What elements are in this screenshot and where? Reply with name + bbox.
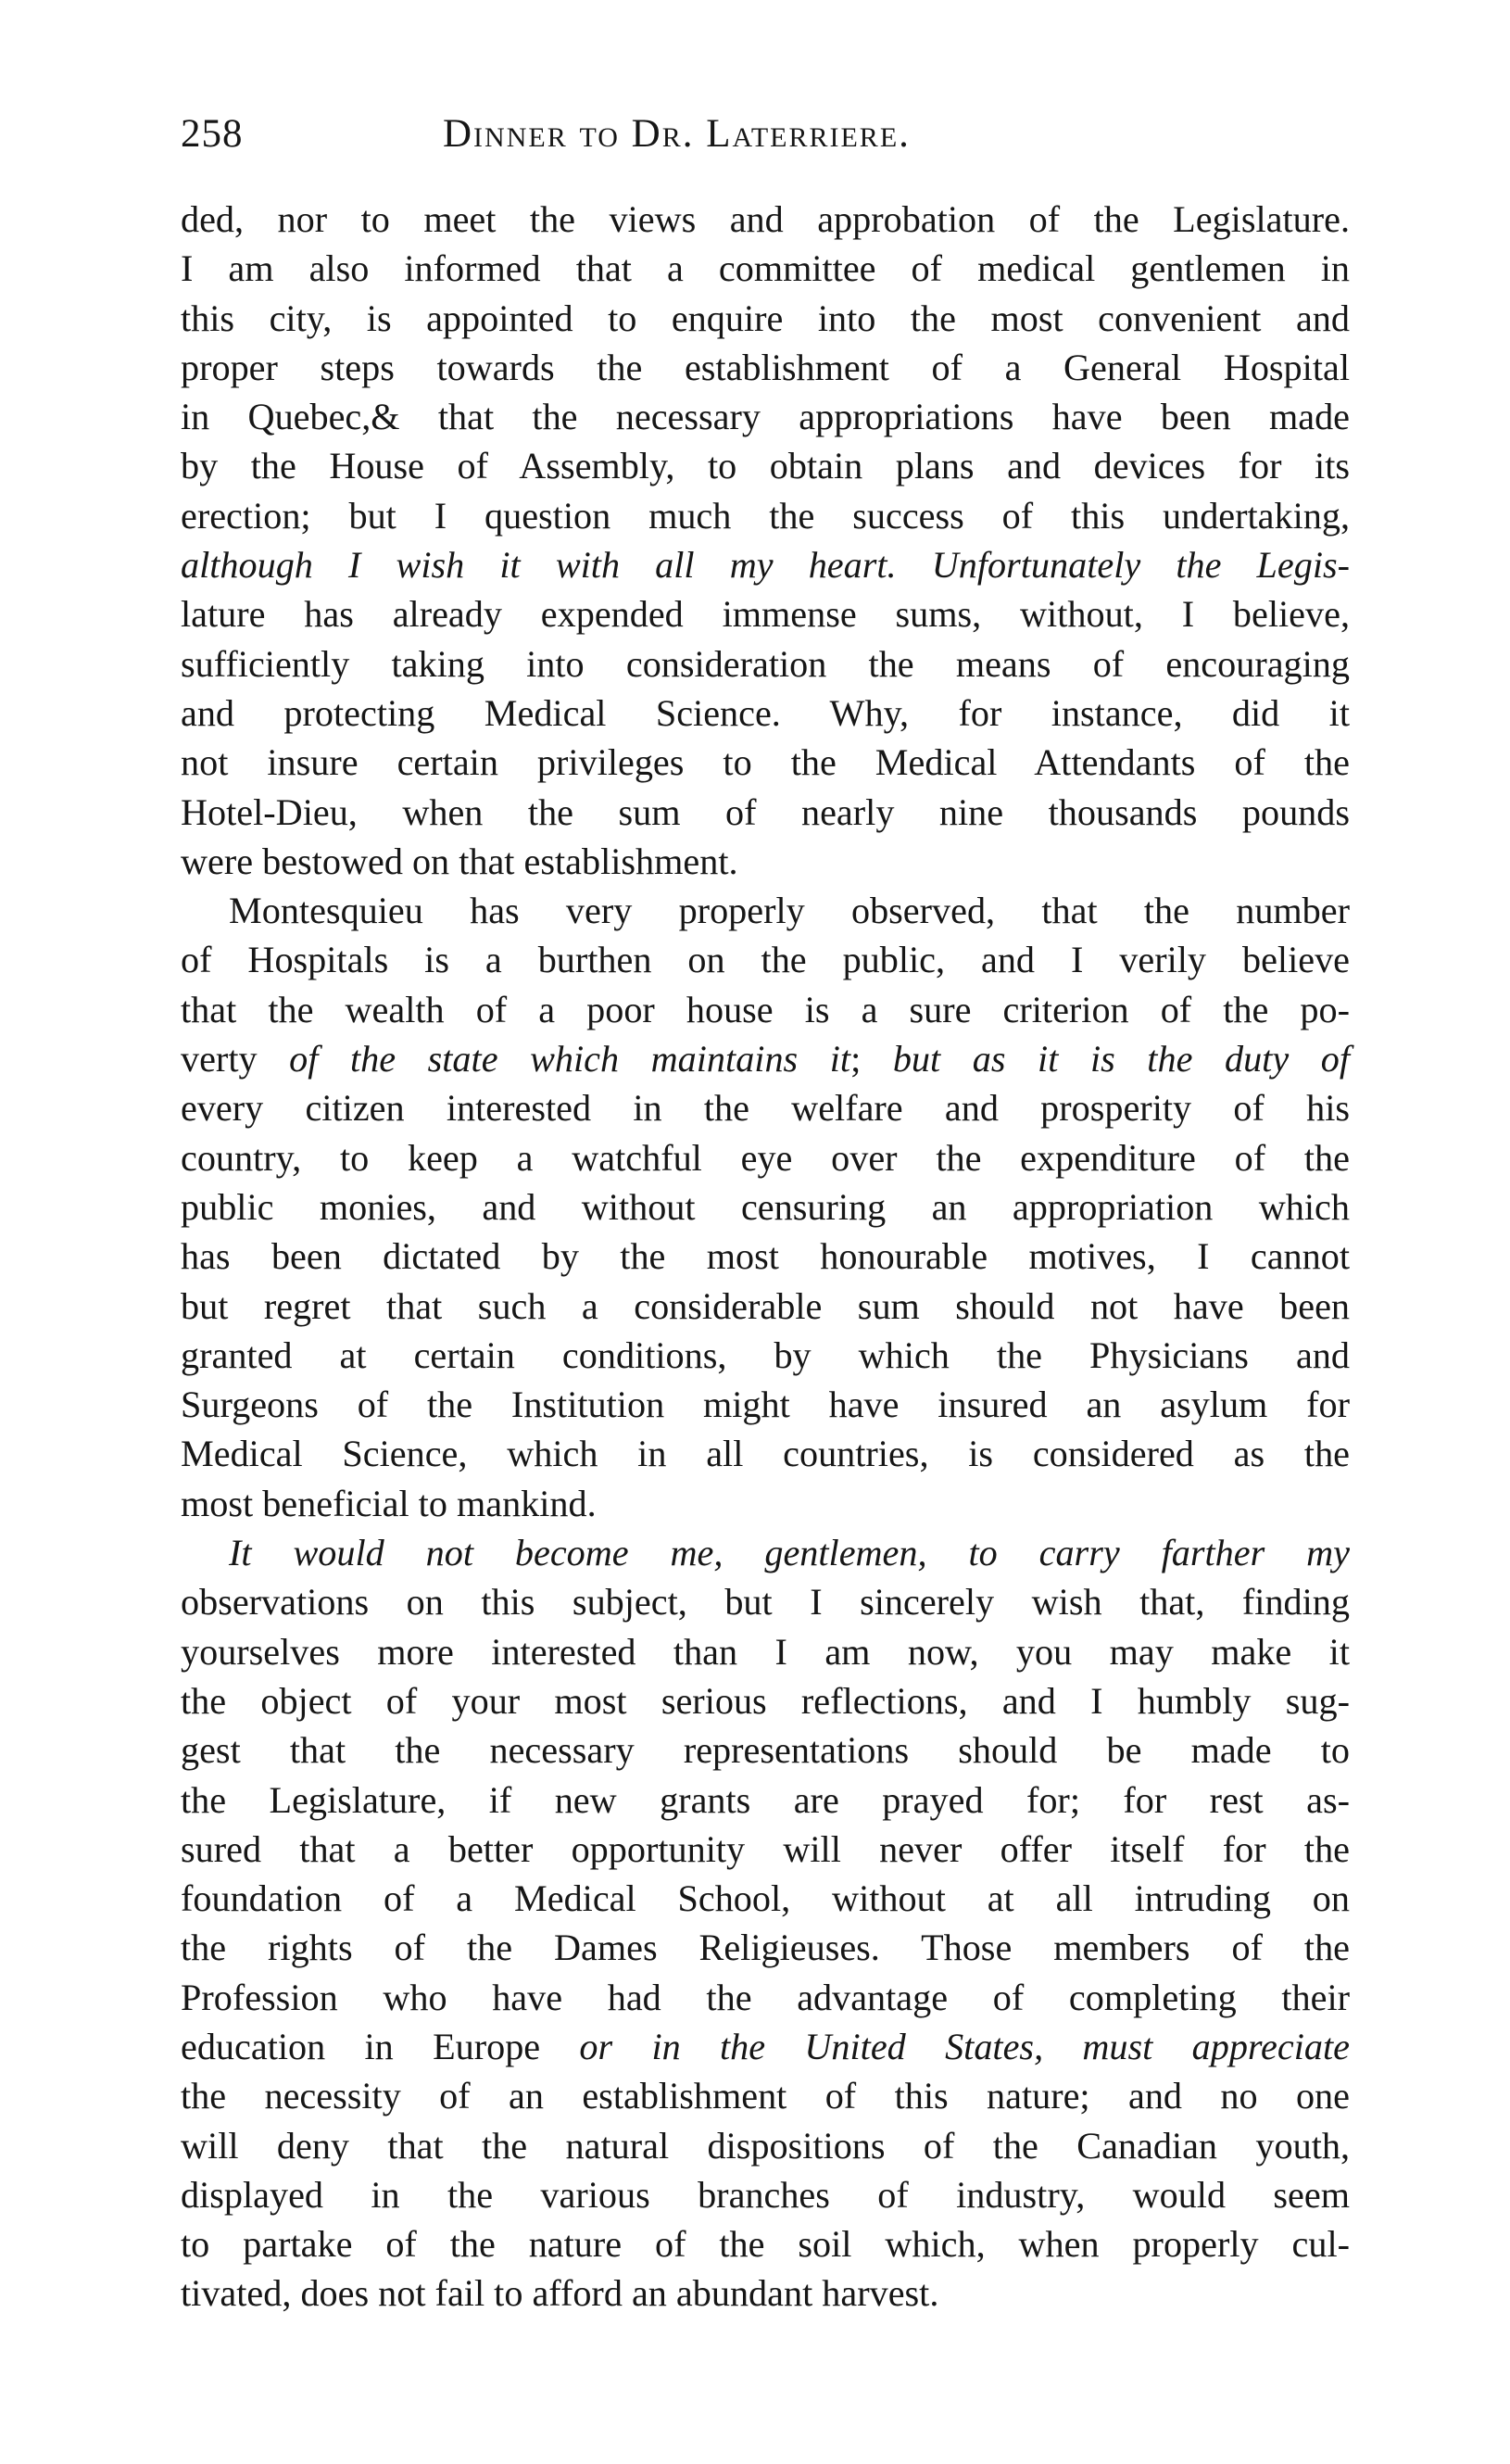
text-run: the necessity of an establishment of this nature; and no one [181,2075,1350,2117]
text-line [181,1182,1350,1232]
italic-text: or in the United States, must appreciate [579,2025,1350,2067]
paragraph [181,195,1350,886]
text-line [181,1627,1350,1676]
text-line [181,1133,1350,1182]
text-run: the object of your most serious reflections, and I humbly sug- [181,1679,1350,1722]
text-line [181,392,1350,441]
text-line [181,1034,1350,1083]
text-line [181,985,1350,1034]
text-run: country, to keep a watchful eye over the expenditure of the [181,1136,1350,1179]
text-run: the Legislature, if new grants are prayed for; for rest as- [181,1778,1350,1821]
text-line [181,886,1350,935]
text-run: most beneficial to mankind. [181,1482,597,1524]
text-run: that the wealth of a poor house is a sure criterion of the po- [181,988,1350,1030]
italic-text: but as it is the duty of [892,1038,1350,1080]
text-line [181,589,1350,638]
text-line [181,1725,1350,1775]
text-line [181,1282,1350,1331]
text-run: lature has already expended immense sums, without, I believe, [181,593,1350,636]
text-run: by the House of Assembly, to obtain plans and devices for its [181,445,1350,487]
text-run: foundation of a Medical School, without at all intruding on [181,1877,1350,1920]
text-line [181,2121,1350,2170]
text-line [181,1331,1350,1380]
running-title: Dinner to Dr. Laterriere. [443,112,911,156]
text-line [181,1825,1350,1874]
text-line [181,639,1350,689]
text-line [181,244,1350,293]
paragraph [181,1528,1350,2319]
text-run: will deny that the natural dispositions of the Canadian youth, [181,2124,1350,2167]
text-run: ded, nor to meet the views and approbation of the Legislature. [181,198,1350,240]
text-run: education in Europe [181,2025,580,2067]
text-line [181,837,1350,886]
text-line [181,2022,1350,2071]
text-line [181,2268,1350,2318]
text-line [181,738,1350,787]
text-run: verty [181,1038,290,1080]
text-run: proper steps towards the establishment of a General Hospital [181,346,1350,388]
book-page [181,111,1350,2319]
text-line [181,2170,1350,2219]
text-run: Profession who have had the advantage of completing their [181,1976,1350,2018]
text-run: sufficiently taking into consideration the means of encouraging [181,642,1350,685]
body-text [181,195,1350,2319]
text-run: has been dictated by the most honourable motives, I cannot [181,1235,1350,1278]
text-run: Surgeons of the Institution might have insured an asylum for [181,1384,1350,1426]
text-line [181,1232,1350,1281]
text-run: every citizen interested in the welfare and prosperity of his [181,1087,1350,1130]
italic-text: Unfortunately the Legis- [931,544,1351,587]
text-line [181,1429,1350,1478]
text-run: were bestowed on that establishment. [181,840,738,882]
page-number: 258 [181,112,244,156]
text-line [181,1083,1350,1132]
text-line [181,1973,1350,2022]
text-run: this city, is appointed to enquire into the most convenient and [181,297,1350,339]
text-line [181,1380,1350,1429]
text-line [181,2071,1350,2120]
text-run: tivated, does not fail to afford an abundant harvest. [181,2272,939,2315]
text-line [181,491,1350,540]
text-run: I am also informed that a committee of medical gentlemen in [181,247,1350,290]
text-line [181,343,1350,392]
text-run: erection; but I question much the success of this undertaking, [181,494,1350,537]
text-run: but regret that such a considerable sum should not have been [181,1284,1350,1327]
text-line [181,294,1350,343]
running-head [181,111,1350,174]
text-line [181,441,1350,490]
text-run: observations on this subject, but I sincerely wish that, finding [181,1581,1350,1624]
text-line [181,1923,1350,1972]
text-run: of Hospitals is a burthen on the public, and I verily believe [181,939,1350,981]
text-line [181,1479,1350,1528]
text-line [181,1676,1350,1725]
text-line [181,1577,1350,1626]
text-line [181,1528,1350,1577]
paragraph [181,886,1350,1528]
text-line [181,1775,1350,1825]
text-run: Montesquieu has very properly observed, that the number [229,890,1350,932]
text-run: displayed in the various branches of industry, would seem [181,2173,1350,2216]
text-line [181,195,1350,244]
text-run: public monies, and without censuring an appropriation which [181,1185,1350,1228]
italic-text: although I wish it with all my heart. [181,544,897,587]
text-run: Hotel-Dieu, when the sum of nearly nine thousands pounds [181,790,1350,833]
text-run: the rights of the Dames Religieuses. Those members of the [181,1927,1350,1969]
text-run: to partake of the nature of the soil which, when properly cul- [181,2223,1350,2266]
text-line [181,689,1350,738]
text-run: sured that a better opportunity will never offer itself for the [181,1827,1350,1870]
text-run: Medical Science, which in all countries, is considered as the [181,1433,1350,1475]
text-line [181,1874,1350,1923]
text-run [897,544,932,586]
text-run: in Quebec,& that the necessary appropriations have been made [181,396,1350,438]
text-run: granted at certain conditions, by which the Physicians and [181,1333,1350,1376]
text-run: not insure certain privileges to the Medical Attendants of the [181,741,1350,784]
italic-text: of the state which maintains it [289,1038,851,1080]
text-line [181,935,1350,984]
text-run: ; [850,1038,893,1080]
text-line [181,2219,1350,2268]
text-line [181,540,1350,589]
text-line [181,788,1350,837]
text-run: yourselves more interested than I am now, you may make it [181,1630,1350,1673]
text-run: and protecting Medical Science. Why, for instance, did it [181,691,1350,734]
text-run: gest that the necessary representations should be made to [181,1729,1350,1772]
italic-text: It would not become me, gentlemen, to carry farther my [229,1532,1350,1574]
